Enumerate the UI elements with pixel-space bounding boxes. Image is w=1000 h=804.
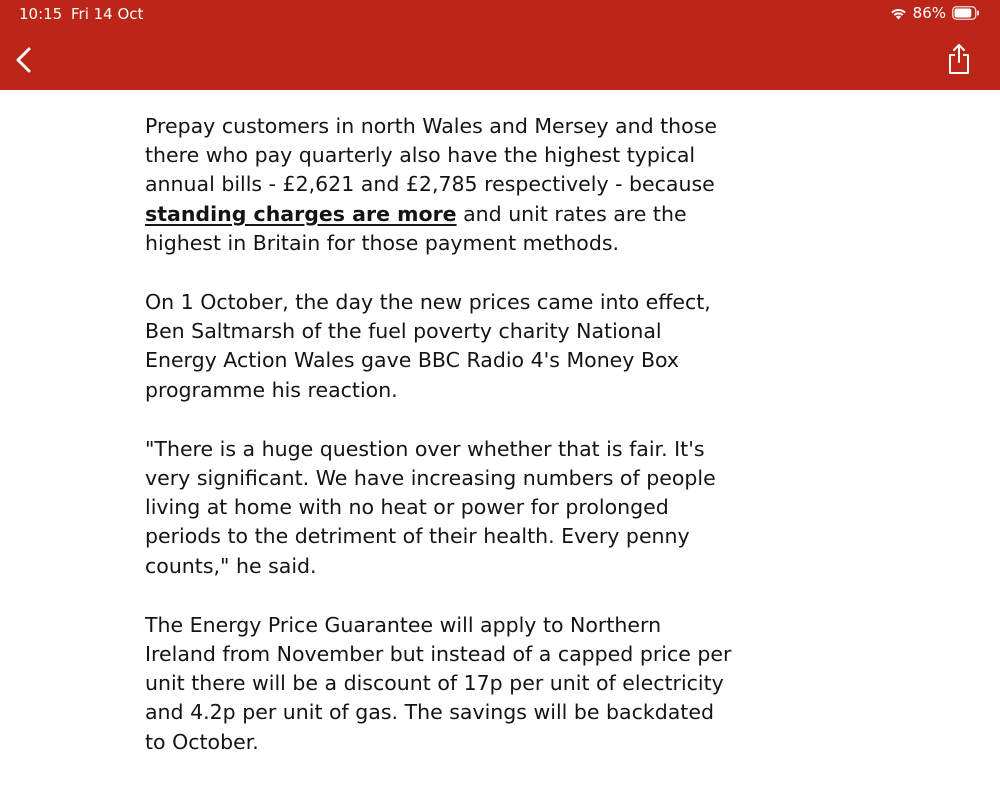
paragraph-4: The Energy Price Guarantee will apply to Northern Ireland from November but instead of a capped price per unit there will be a discount of 17p per unit of electricity and 4.2p per unit of gas. The savings will be backdated to October.	[145, 612, 732, 754]
paragraph-1	[145, 112, 735, 258]
share-button[interactable]	[946, 42, 972, 76]
status-time: 10:15	[19, 5, 63, 23]
paragraph-1-text-start: Prepay customers in north Wales and Mersey and those there who pay quarterly also have the highest typical annual bills - £2,621 and £2,785 respectively - because	[145, 114, 717, 197]
status-indicators	[890, 4, 980, 22]
article-body	[145, 112, 735, 787]
battery-icon	[952, 6, 980, 20]
back-button[interactable]	[12, 44, 36, 76]
paragraph-1-text-end: and unit rates are the highest in Britain for those payment methods.	[145, 201, 687, 255]
paragraph-3: "There is a huge question over whether that is fair. It's very significant. We have increasing numbers of people living at home with no heat or power for prolonged periods to the detriment of their health. Every penny counts," he said.	[145, 436, 716, 578]
wifi-icon	[890, 7, 907, 20]
app-header	[0, 0, 1000, 90]
paragraph-2: On 1 October, the day the new prices came into effect, Ben Saltmarsh of the fuel poverty charity National Energy Action Wales gave BBC Radio 4's Money Box programme his reaction.	[145, 290, 711, 402]
share-icon	[946, 42, 972, 76]
battery-percent: 86%	[912, 4, 946, 22]
standing-charges-link[interactable]: standing charges are more	[145, 201, 457, 226]
chevron-left-icon	[12, 44, 36, 76]
status-bar	[0, 0, 1000, 28]
status-date: Fri 14 Oct	[71, 5, 144, 23]
